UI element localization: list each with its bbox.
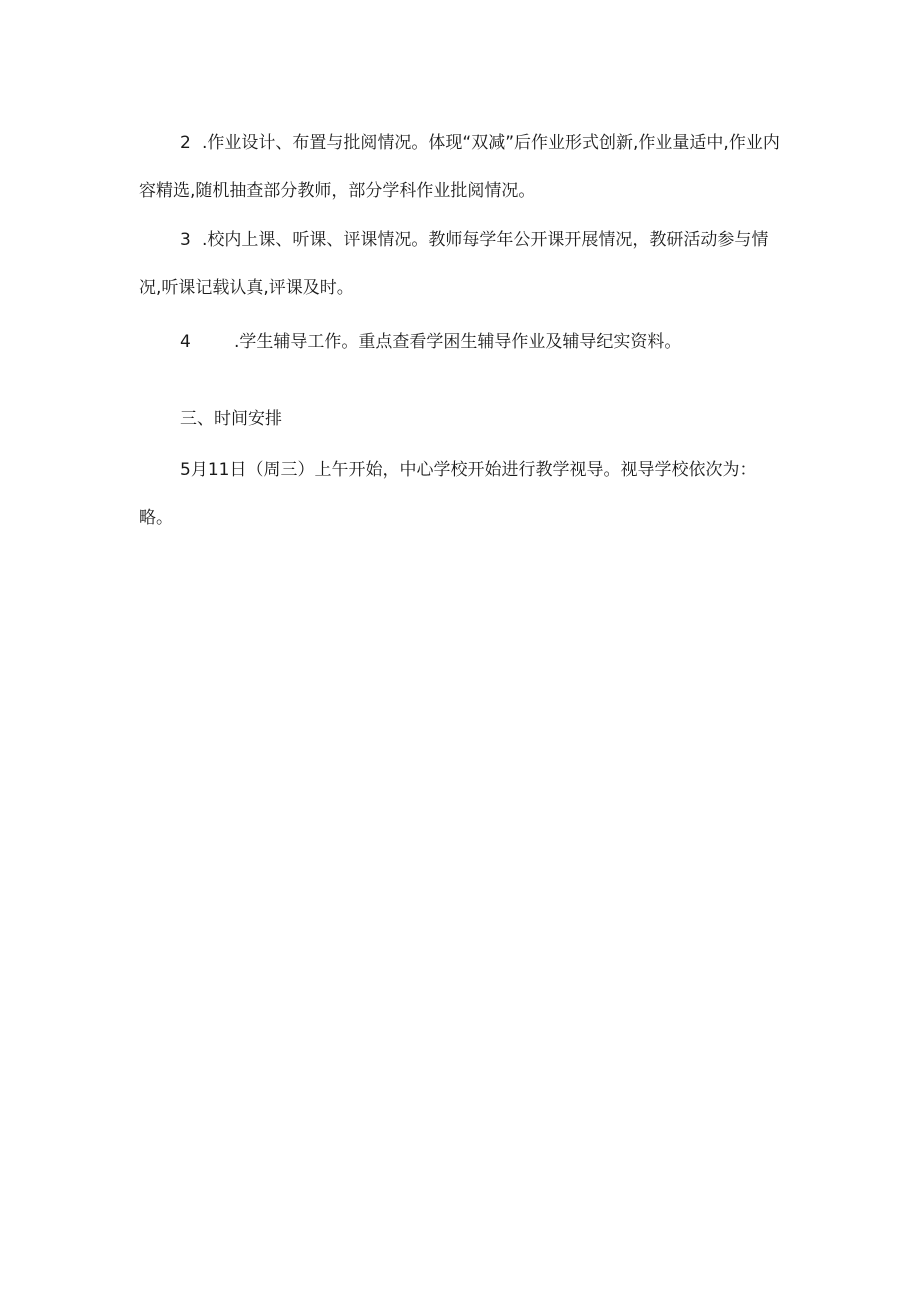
item-3-text: .校内上课、听课、评课情况。教师每学年公开课开展情况，教研活动参与情况,听课记载认真,评课及时。 [139, 230, 769, 298]
item-2-number: 2 [180, 133, 191, 153]
item-4-text: .学生辅导工作。重点查看学困生辅导作业及辅导纪实资料。 [234, 332, 682, 352]
item-3-number: 3 [180, 230, 191, 250]
item-4-paragraph [139, 318, 784, 366]
section-heading: 三、时间安排 [180, 409, 282, 429]
schedule-paragraph [139, 446, 784, 542]
schedule-text: 5月11日（周三）上午开始，中心学校开始进行教学视导。视导学校依次为：略。 [139, 460, 757, 528]
item-4-number: 4 [180, 332, 191, 352]
item-2-paragraph [139, 119, 784, 215]
item-3-paragraph [139, 216, 784, 312]
item-2-text: .作业设计、布置与批阅情况。体现“双减”后作业形式创新,作业量适中,作业内容精选,随机抽查部分教师，部分学科作业批阅情况。 [139, 133, 780, 201]
